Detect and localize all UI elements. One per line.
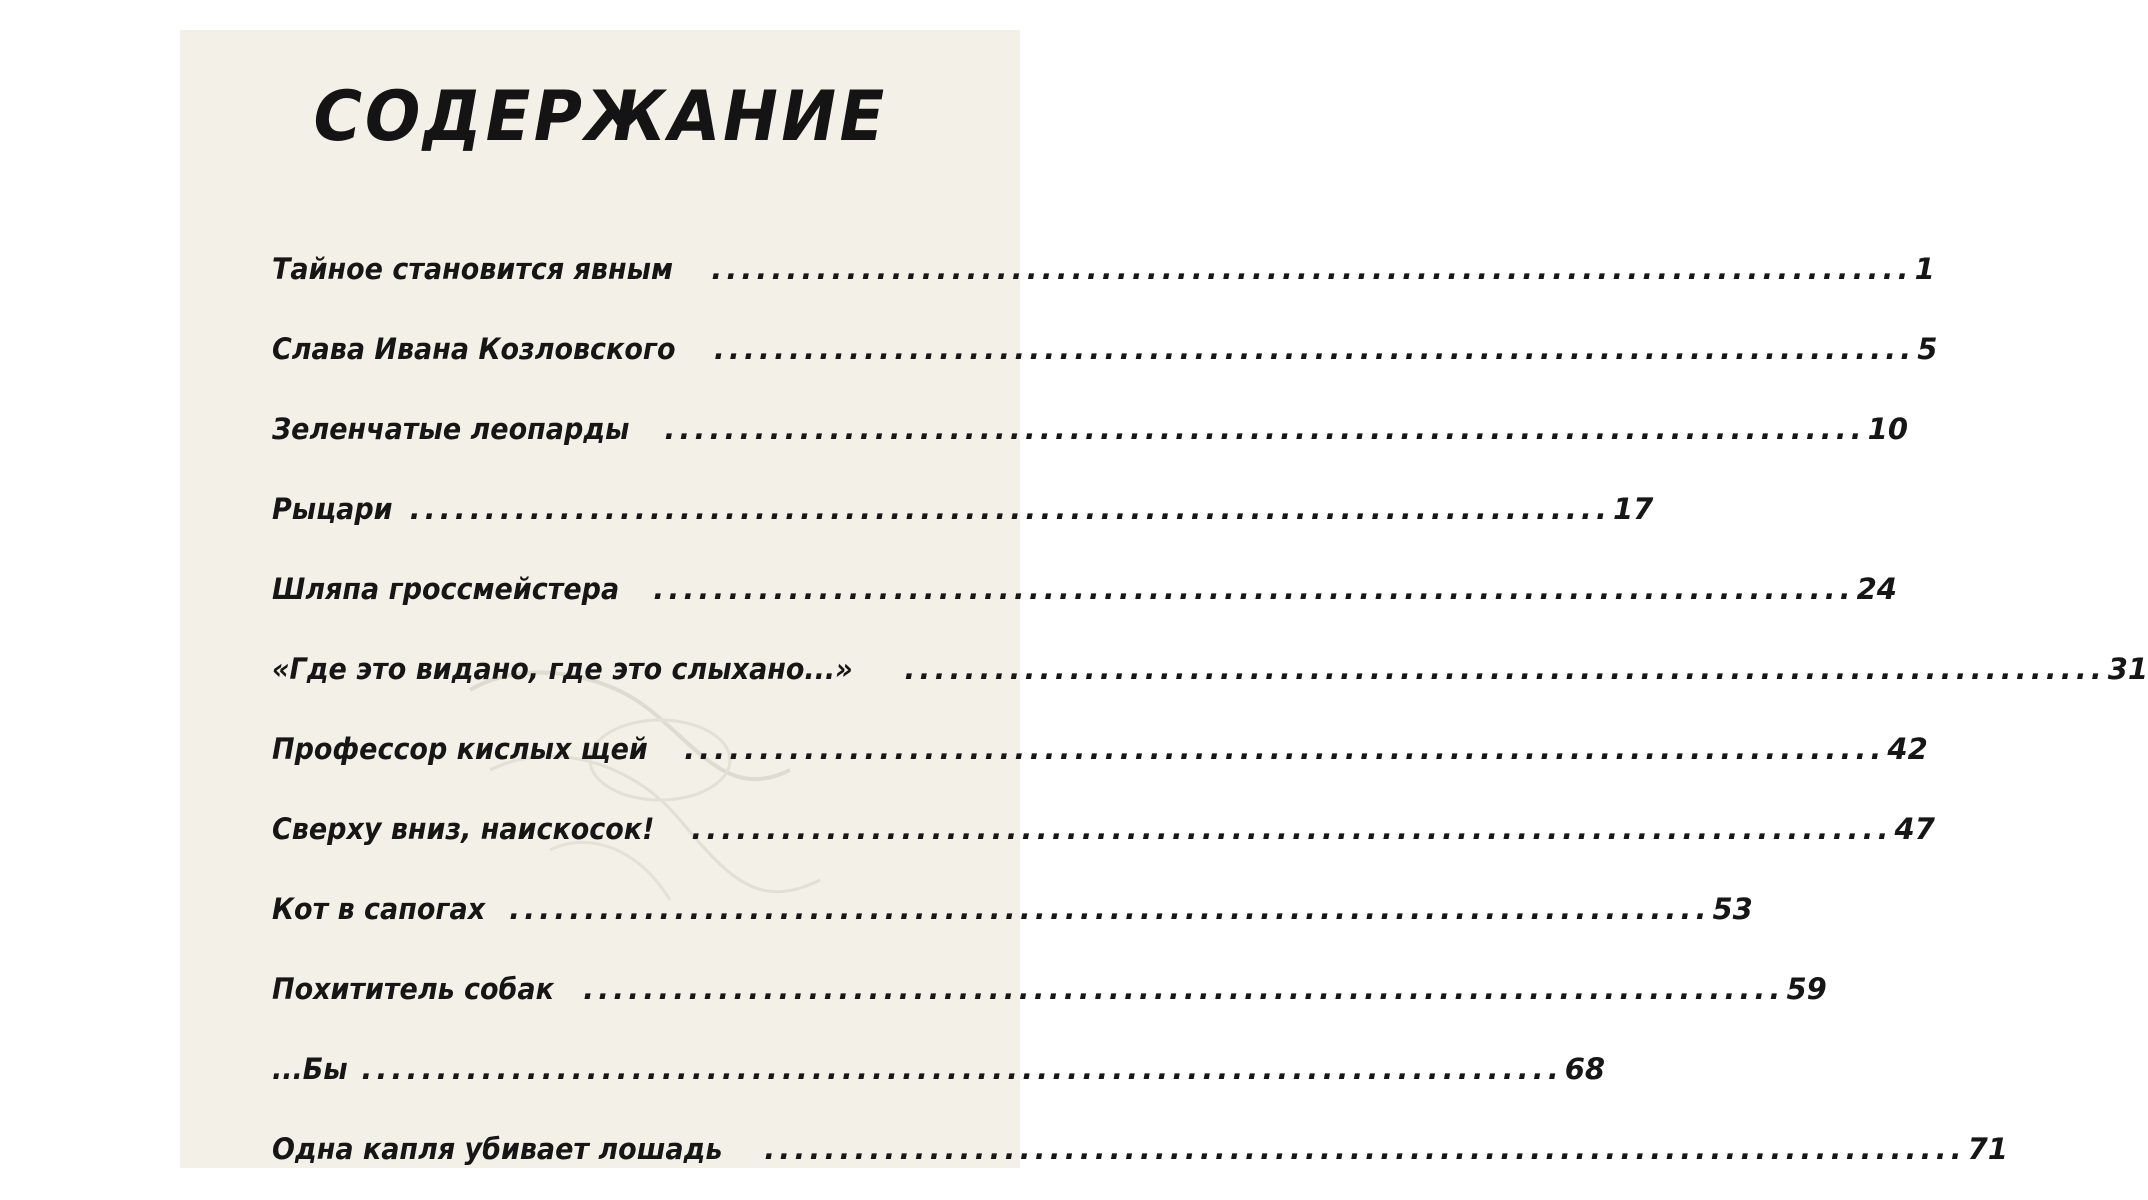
toc-page-number: 68 bbox=[1564, 1052, 1606, 1086]
toc-leader-dots: ................................................................................ bbox=[583, 972, 1785, 1006]
toc-entry-title: Похититель собак bbox=[272, 972, 554, 1006]
toc-leader-dots: ................................................................................ bbox=[764, 1132, 1966, 1166]
toc-entry bbox=[272, 788, 1935, 868]
toc-row bbox=[272, 812, 1935, 852]
toc-row bbox=[272, 1052, 1606, 1092]
toc-leader-dots: ................................................................................ bbox=[361, 1052, 1563, 1086]
toc-entry bbox=[272, 308, 1938, 388]
book-page bbox=[180, 30, 2148, 1168]
toc-entry bbox=[272, 548, 1897, 628]
toc-entry bbox=[272, 388, 1909, 468]
toc-row bbox=[272, 252, 1935, 292]
toc-entry-title: Профессор кислых щей bbox=[272, 732, 648, 766]
toc-entry-title: Рыцари bbox=[272, 492, 393, 526]
toc-page-number: 53 bbox=[1712, 892, 1753, 926]
toc-leader-dots: ................................................................................ bbox=[904, 652, 2106, 686]
toc-entry-title: Сверху вниз, наискосок! bbox=[272, 812, 655, 846]
toc-entry-title: Тайное становится явным bbox=[272, 252, 674, 286]
toc-page-number: 24 bbox=[1856, 572, 1897, 606]
toc-row bbox=[272, 892, 1753, 932]
table-of-contents bbox=[272, 228, 2148, 1188]
toc-page-number: 59 bbox=[1786, 972, 1827, 1006]
toc-leader-dots: ................................................................................ bbox=[653, 572, 1855, 606]
toc-page-number: 31 bbox=[2107, 652, 2148, 686]
toc-row bbox=[272, 972, 1827, 1012]
toc-leader-dots: ................................................................................ bbox=[713, 332, 1916, 366]
toc-row bbox=[272, 572, 1897, 612]
toc-row bbox=[272, 412, 1909, 452]
toc-leader-dots: ................................................................................ bbox=[664, 412, 1866, 446]
toc-entry-title: Одна капля убивает лошадь bbox=[272, 1132, 723, 1166]
toc-entry-title: Шляпа гроссмейстера bbox=[272, 572, 620, 606]
contents-title: СОДЕРЖАНИЕ bbox=[305, 76, 895, 157]
toc-entry bbox=[272, 868, 1753, 948]
toc-leader-dots: ................................................................................ bbox=[691, 812, 1893, 846]
toc-entry-title: Кот в сапогах bbox=[272, 892, 486, 926]
toc-page-number: 42 bbox=[1887, 732, 1928, 766]
toc-entry-title: Зеленчатые леопарды bbox=[272, 412, 630, 446]
toc-entry-title: ...Бы bbox=[272, 1052, 348, 1086]
toc-entry bbox=[272, 1028, 1606, 1108]
toc-page-number: 17 bbox=[1612, 492, 1654, 526]
toc-row bbox=[272, 652, 2148, 692]
toc-leader-dots: ................................................................................ bbox=[684, 732, 1886, 766]
toc-page-number: 47 bbox=[1894, 812, 1935, 846]
toc-page-number: 1 bbox=[1914, 252, 1935, 286]
toc-row bbox=[272, 492, 1654, 532]
toc-row bbox=[272, 732, 1928, 772]
toc-page-number: 71 bbox=[1967, 1132, 2008, 1166]
toc-row bbox=[272, 1132, 2008, 1172]
toc-entry bbox=[272, 628, 2148, 708]
toc-page-number: 5 bbox=[1917, 332, 1938, 366]
toc-leader-dots: ................................................................................ bbox=[409, 492, 1611, 526]
toc-entry-title: Слава Ивана Козловского bbox=[272, 332, 676, 366]
toc-row bbox=[272, 332, 1938, 372]
toc-leader-dots: ................................................................................ bbox=[509, 892, 1711, 926]
toc-leader-dots: ................................................................................ bbox=[711, 252, 1913, 286]
toc-entry-title: «Где это видано, где это слыхано...» bbox=[272, 652, 853, 686]
toc-entry bbox=[272, 1108, 2008, 1188]
toc-entry bbox=[272, 708, 1928, 788]
toc-entry bbox=[272, 948, 1827, 1028]
toc-page-number: 10 bbox=[1867, 412, 1909, 446]
toc-entry bbox=[272, 468, 1654, 548]
toc-entry bbox=[272, 228, 1935, 308]
